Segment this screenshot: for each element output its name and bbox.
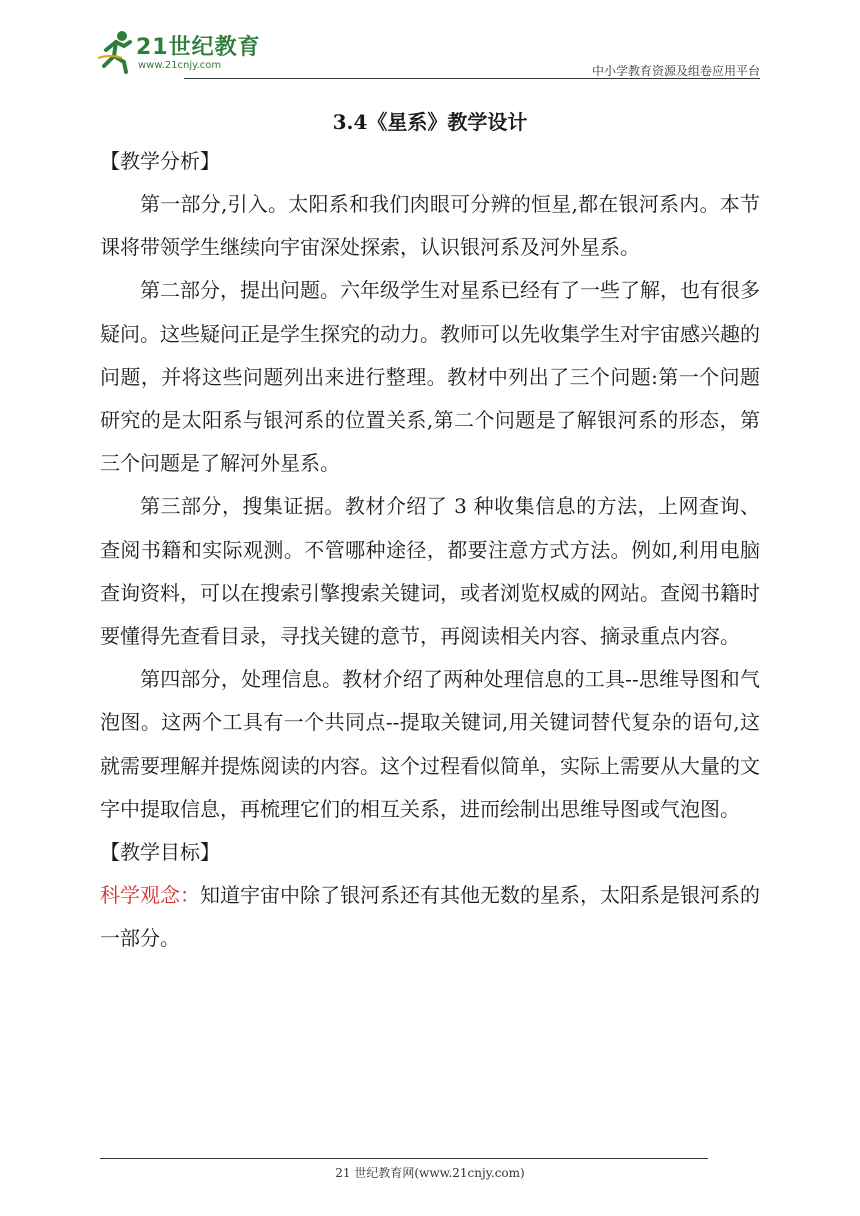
goal-label: 科学观念：: [100, 883, 200, 908]
paragraph-part-two: 第二部分，提出问题。六年级学生对星系已经有了一些了解，也有很多疑问。这些疑问正是学生探究的动力。教师可以先收集学生对宇宙感兴趣的问题，并将这些问题列出来进行整理。教材中列出了三个问题:第一个问题研究的是太阳系与银河系的位置关系,第二个问题是了解银河系的形态，第三个问题是了解河外星系。: [100, 278, 760, 476]
section-heading-goals: 【教学目标】: [100, 840, 220, 865]
goal-text: 知道宇宙中除了银河系还有其他无数的星系，太阳系是银河系的一部分。: [100, 883, 760, 951]
site-logo[interactable]: [96, 28, 276, 78]
goal-science-concept: [100, 874, 760, 960]
platform-tagline: 中小学教育资源及组卷应用平台: [591, 64, 760, 78]
section-heading-analysis: 【教学分析】: [100, 149, 220, 173]
paragraph-part-four: 第四部分，处理信息。教材介绍了两种处理信息的工具--思维导图和气泡图。这两个工具有一个共同点--提取关键词,用关键词替代复杂的语句,这就需要理解并提炼阅读的内容。这个过程看似简单，实际上需要从大量的文字中提取信息，再梳理它们的相互关系，进而绘制出思维导图或气泡图。: [100, 667, 760, 821]
paragraph-part-one: 第一部分,引入。太阳系和我们肉眼可分辨的恒星,都在银河系内。本节课将带领学生继续向宇宙深处探索，认识银河系及河外星系。: [100, 192, 760, 260]
runner-logo-icon: [96, 28, 136, 74]
footer-text[interactable]: 21 世纪教育网(www.21cnjy.com): [335, 1166, 525, 1180]
page-header: [96, 24, 760, 80]
logo-url: www.21cnjy.com: [138, 60, 222, 71]
document-title: 3.4《星系》教学设计: [332, 110, 528, 134]
document-body: [100, 104, 760, 960]
footer-divider: [100, 1158, 708, 1159]
header-divider: [184, 78, 760, 79]
logo-text: 21世纪教育: [136, 35, 261, 60]
paragraph-part-three: 第三部分，搜集证据。教材介绍了 3 种收集信息的方法，上网查询、查阅书籍和实际观测。不管哪种途径，都要注意方式方法。例如,利用电脑查询资料，可以在搜索引擎搜索关键词，或者浏览权威的网站。查阅书籍时要懂得先查看目录，寻找关键的意节，再阅读相关内容、摘录重点内容。: [100, 494, 760, 649]
